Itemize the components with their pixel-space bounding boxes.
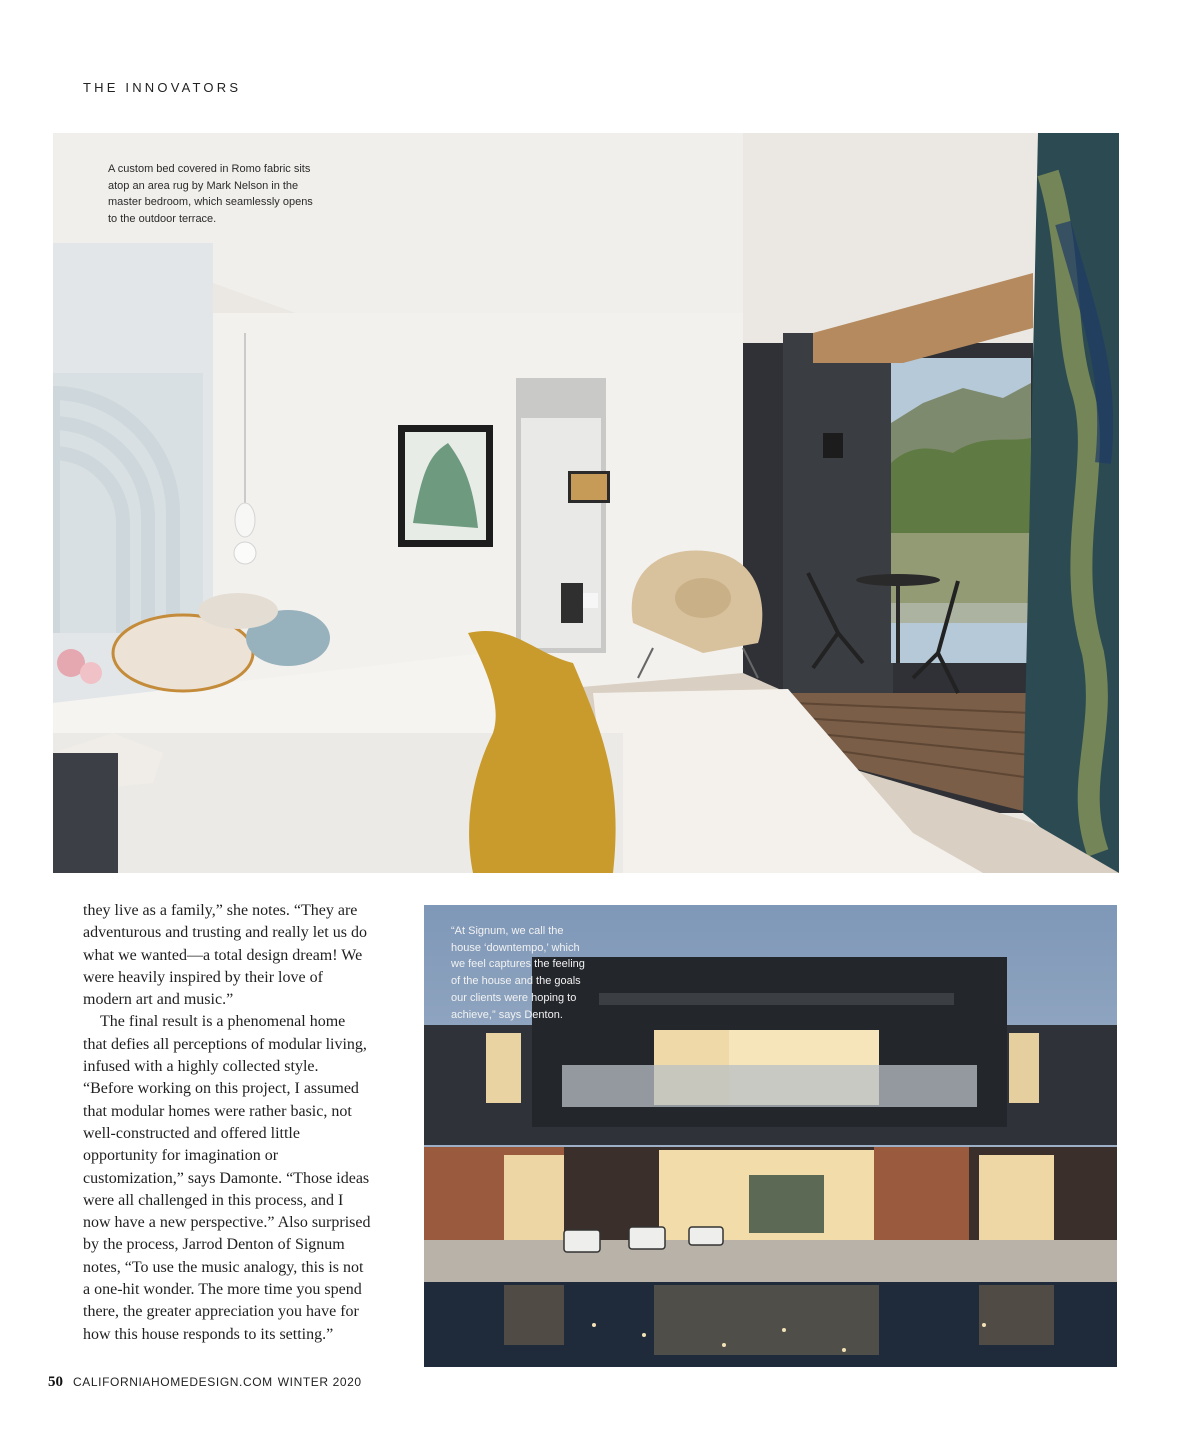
article-body — [83, 900, 373, 1346]
photo-caption-top: A custom bed covered in Romo fabric sits atop an area rug by Mark Nelson in the master bedroom, which seamlessly opens to the outdoor terrace. — [108, 163, 313, 225]
page-footer — [48, 1374, 362, 1394]
section-label: THE INNOVATORS — [83, 80, 242, 95]
page-number: 50 — [48, 1374, 63, 1390]
issue-label: WINTER 2020 — [277, 1375, 362, 1389]
site-url: CALIFORNIAHOMEDESIGN.COM — [73, 1375, 273, 1389]
bedroom-illustration — [53, 133, 1119, 873]
article-paragraph: The final result is a phenomenal home that defies all perceptions of modular living, infused with a highly collected style. “Before working on this project, I assumed that modular homes were rather basic, not well-constructed and offered little opportunity for imagination or customization,” says Damonte. “Those ideas were all challenged in this process, and I now have a new perspective.” Also surprised by the process, Jarrod Denton of Signum notes, “To use the music analogy, this is not a one-hit wonder. The more time you spend there, the greater appreciation you have for how this house responds to its setting.” — [83, 1013, 371, 1343]
article-paragraph: they live as a family,” she notes. “They are adventurous and trusting and really let us do what we wanted—a total design dream! We were heavily inspired by their love of modern art and music.” — [83, 902, 367, 1009]
bedroom-photo — [53, 133, 1119, 873]
exterior-photo — [424, 905, 1117, 1367]
photo-caption-bottom: “At Signum, we call the house ‘downtempo,’ which we feel captures the feeling of the house and the goals our clients were hoping to achieve,” says Denton. — [451, 925, 585, 1021]
